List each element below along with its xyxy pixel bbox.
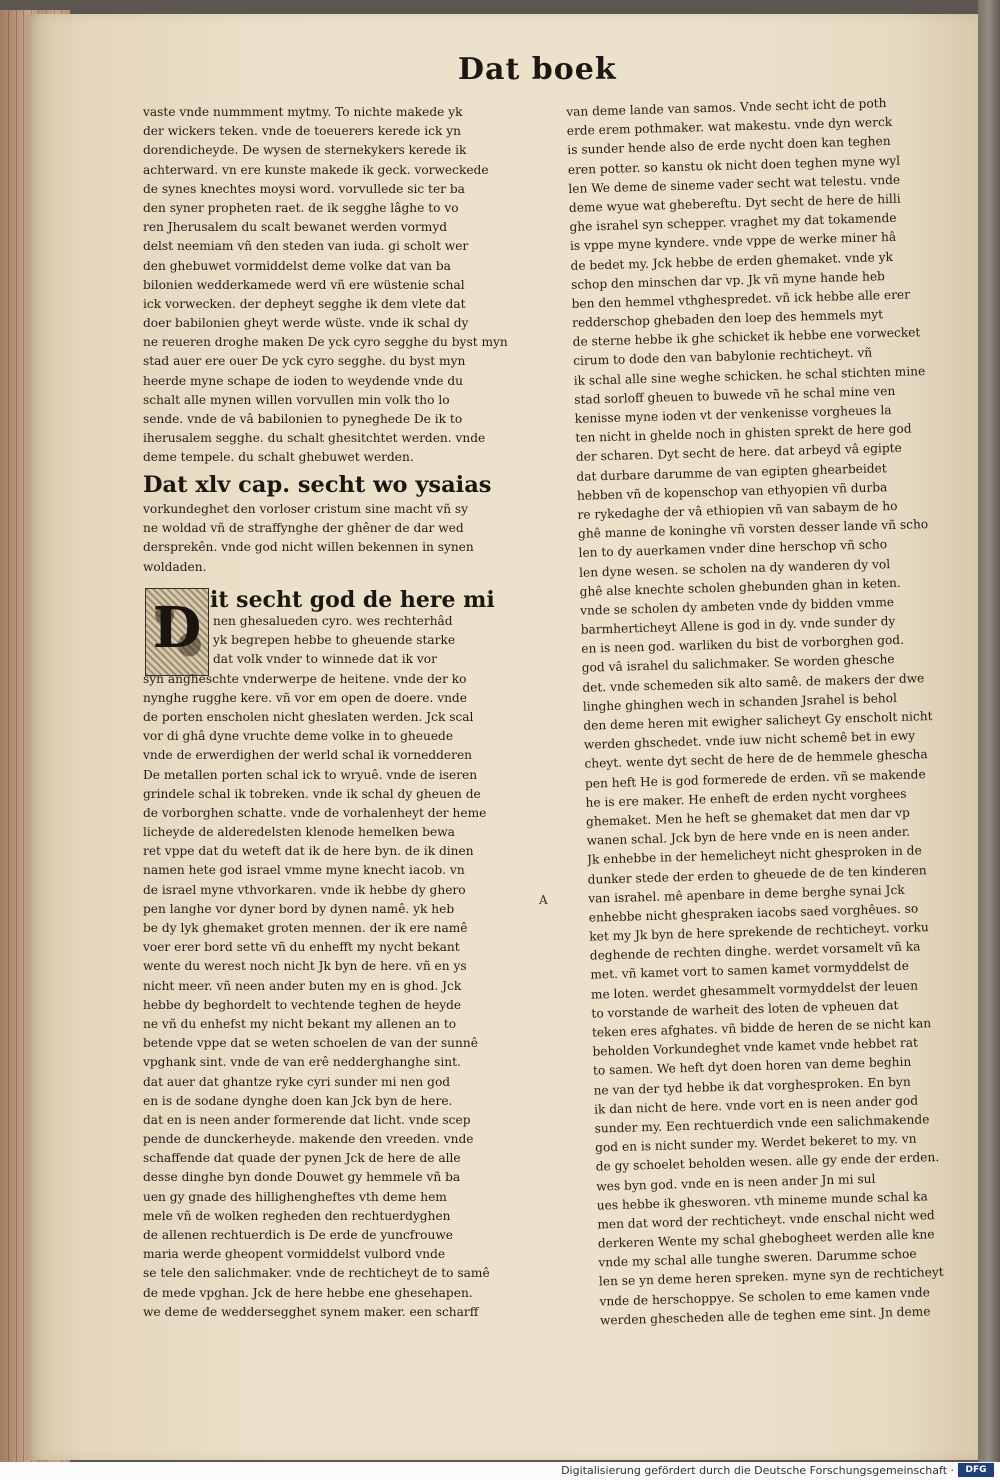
text-line: De metallen porten schal ick to wryuê. vnde de iseren [143,767,478,782]
chapter-heading-block [143,470,525,577]
text-line: schalt alle mynen willen vorvullen min volk tho lo [143,392,450,407]
text-line: desse dinghe byn donde Douwet gy hemmele vñ ba [143,1170,461,1185]
text-line: god en is nicht sunder my. Werdet bekeret to my. vn [594,1131,917,1155]
text-line: ket my Jk byn de here sprekende de rechticheyt. vorku [589,920,929,944]
text-line: barmherticheyt Allene is god in dy. vnde sunder dy [580,614,896,637]
text-line: betende vppe dat se weten schoelen de van der sunnê [143,1036,478,1051]
text-line: dat volk vnder to winnede dat ik vor [213,652,437,667]
text-line: doer babilonien gheyt werde wüste. vnde ik schal dy [143,316,469,331]
text-line: ne woldad vñ de straffynghe der ghêner de dar wed [143,521,464,536]
text-line: namen hete god israel vmme myne knecht iacob. vn [143,863,465,878]
text-line: nicht meer. vñ neen ander buten my en is ghod. Jck [143,978,462,993]
text-line: deme tempele. du schalt ghebuwet werden. [143,450,414,465]
text-line: nynghe rugghe kere. vñ vor em open de doere. vnde [143,690,467,705]
text-line: we deme de weddersegghet synem maker. een scharff [143,1304,479,1319]
text-line: grindele schal ik tobreken. vnde ik schal dy gheuen de [143,786,481,801]
text-line: dersprekên. vnde god nicht willen bekennen in synen [143,540,474,555]
text-line: derkeren Wente my schal ghebogheet werden alle kne [597,1227,935,1251]
text-line: sunder my. Een rechtuerdich vnde een salichmakende [594,1112,930,1136]
text-line: yk begrepen hebbe to gheuende starke [213,633,456,648]
text-line: Jk enhebbe in der hemelicheyt nicht ghesproken in de [586,843,922,868]
initial-letter: D [152,595,202,661]
text-line: dat durbare darumme de van egipten ghearbeidet [576,460,887,484]
text-line: hebben vñ de kopenschop van ethyopien vñ durba [576,479,888,503]
scan-background [978,0,1000,1480]
text-line: me loten. werdet ghesammelt vormyddelst der leuen [590,978,919,1002]
running-head: Dat boek [458,52,617,87]
text-line: hebbe dy beghordelt to vechtende teghen de heyde [143,997,462,1012]
text-line: uen gy gnade des hillighengheftes vth deme hem [143,1189,447,1204]
text-line: eren potter. so kanstu ok nicht doen teghen myne wyl [567,153,901,177]
text-line: met. vñ kamet vort to samen kamet vormyddelst de [590,959,910,983]
text-line: ik dan nicht de here. vnde vort en is neen ander god [593,1093,919,1117]
text-line: schaffende dat quade der pynen Jck de here de alle [143,1151,461,1166]
text-line: heerde myne schape de ioden to weydende vnde du [143,373,463,388]
text-line: syn angheschte vnderwerpe de heitene. vnde der ko [143,671,467,686]
text-line: ne van der tyd hebbe ik dat vorghesproken. En byn [593,1074,911,1098]
text-line: stad auer ere ouer De yck cyro segghe. du byst myn [143,354,466,369]
text-line: de vorborghen schatte. vnde de vorhalenheyt der heme [143,805,487,820]
text-line: vpghank sint. vnde de van erê nedderghanghe sint. [143,1055,461,1070]
text-line: enhebbe nicht ghespraken iacobs saed vorghêues. so [588,901,919,925]
text-line: dat auer dat ghantze ryke cyri sunder mi nen god [143,1074,451,1089]
text-line: delst neemiam vñ den steden van iuda. gi scholt wer [143,239,469,254]
left-column-top [143,103,525,468]
text-line: ghemaket. Men he heft se ghemaket dat men dar vp [585,805,910,829]
text-line: iherusalem segghe. du schalt ghesitchtet werden. vnde [143,431,486,446]
text-line: de mede vpghan. Jck de here hebbe ene ghesehapen. [143,1285,473,1300]
text-line: de israel myne vthvorkaren. vnde ik hebbe dy ghero [143,882,466,897]
text-line: de synes knechtes moysi word. vorvullede sic ter ba [143,181,465,196]
text-line: ghe israhel syn schepper. vraghet my dat tokamende [569,210,897,235]
left-column-body [143,612,525,1322]
chapter-summary [143,500,525,577]
text-line: erde erem pothmaker. wat makestu. vnde dyn werck [566,115,893,139]
text-line: deghende de rechten dinghe. werdet vorsamelt vñ ka [589,939,921,963]
text-line: teken eres afghates. vñ bidde de heren de se nicht kan [591,1016,932,1040]
text-line: linghe ghinghen wech in schanden Jsrahel is behol [582,690,898,714]
text-line: redderschop ghebaden den loep des hemmels myt [571,307,884,330]
text-line: to vorstande de warheit des loten de vpheuen dat [591,997,899,1021]
initial-line: it secht god de here mi [210,587,495,613]
text-line: ik schal alle sine weghe schicken. he schal stichten mine [573,363,926,388]
text-line: de porten enscholen nicht gheslaten werden. Jck scal [143,709,474,724]
text-line: be dy lyk ghemaket groten mennen. der ik ere namê [143,921,468,935]
text-line: woldaden. [143,559,207,574]
text-line: len to dy auerkamen vnder dine herschop vñ scho [578,537,888,561]
text-line: ghê manne de koninghe vñ vorsten desser lande vñ scho [577,517,929,541]
text-line: pende de dunckerheyde. makende den vreeden. vnde [143,1132,474,1147]
text-line: nen ghesalueden cyro. wes rechterhâd [213,614,453,628]
text-line: den syner propheten raet. de ik segghe lâghe to vo [143,200,459,215]
text-line: sende. vnde de vâ babilonien to pyneghede De ik to [143,412,463,426]
text-line: god vâ israhel du salichmaker. Se worden ghesche [581,652,895,676]
text-line: stad sorloff gheuen to buwede vñ he schal mine ven [574,383,896,407]
text-line: de gy schoelet beholden wesen. alle gy ende der erden. [595,1150,940,1174]
text-line: werden ghescheden alle de teghen eme sint. Jn deme [599,1304,931,1328]
margin-mark: A [539,893,548,907]
text-line: ben den hemmel vthghespredet. vñ ick hebbe alle erer [571,287,911,311]
text-line: dunker stede der erden to gheuede de de ten kinderen [587,862,927,887]
text-line: van deme lande van samos. Vnde secht icht de poth [566,96,887,119]
text-line: dorendicheyde. De wysen de sternekykers kerede ik [143,143,467,158]
text-line: len We deme de sineme vader secht wat telestu. vnde [568,172,901,196]
text-line: vnde de herschoppye. Se scholen to eme kamen vnde [599,1284,931,1309]
text-line: werden ghschedet. vnde iuw nicht schemê bet in ewy [583,728,916,752]
text-line: de bedet my. Jck hebbe de erden ghemaket. vnde yk [570,249,894,273]
text-line: wes byn god. vnde en is neen ander Jn mi sul [596,1171,876,1194]
text-line: ten nicht in ghelde noch in ghisten sprekt de here god [575,421,912,446]
text-line: mele vñ de wolken regheden den rechtuerdyghen [143,1208,451,1223]
text-line: vnde se scholen dy ambeten vnde dy bidden vmme [579,594,895,618]
text-line: len se yn deme heren spreken. myne syn de rechticheyt [598,1265,944,1289]
text-line: re rykedaghe der vâ ethiopien vñ van sabaym de ho [577,498,898,522]
text-line: maria werde gheopent vormiddelst vulbord vnde [143,1247,446,1262]
text-line: vnde my schal alle tunghe sweren. Darumme schoe [598,1246,917,1270]
text-line: der scharen. Dyt secht de here. dat arbeyd vâ egipte [575,441,902,465]
chapter-title: Dat xlv cap. secht wo ysaias [143,472,492,498]
text-line: is vppe myne kyndere. vnde vppe de werke miner hâ [569,230,897,254]
text-line: ne reueren droghe maken De yck cyro segghe du byst myn [143,335,508,350]
text-line: den deme heren mit ewigher salicheyt Gy enscholt nicht [583,709,933,733]
text-line: he is ere maker. He enheft de erden nycht vorghees [585,786,907,810]
text-line: se tele den salichmaker. vnde de rechticheyt de to samê [143,1266,490,1281]
text-line: is sunder hende also de erde nycht doen kan teghen [567,134,891,158]
text-line: ues hebbe ik ghesworen. vth mineme munde schal ka [596,1189,928,1213]
text-line: en is de sodane dynghe doen kan Jck byn de here. [143,1093,453,1108]
text-line: kenisse myne ioden vt der venkenisse vorgheues la [574,403,892,426]
text-line: ne vñ du enhefst my nicht bekant my allenen an to [143,1016,457,1031]
text-line: cirum to dode den van babylonie rechticheyt. vñ [573,345,873,369]
text-line: den ghebuwet vormiddelst deme volke dat van ba [143,258,451,273]
text-line: det. vnde schemeden sik alto samê. de makers der dwe [582,670,925,695]
text-line: ghê alse knechte scholen ghebunden ghan in keten. [579,575,901,599]
text-line: vnde de erwerdighen der werld schal ik vornedderen [143,748,473,763]
text-line: deme wyue wat ghebereftu. Dyt secht de here de hilli [568,191,901,215]
text-line: men dat word der rechticheyt. vnde enschal nicht wed [597,1208,935,1232]
text-line: cheyt. wente dyt secht de here de de hemmele ghescha [584,747,928,772]
text-line: dat en is neen ander formerende dat licht. vnde scep [143,1112,471,1127]
text-line: wente du werest noch nicht Jk byn de here. vñ en ys [143,959,467,974]
text-line: voer erer bord sette vñ du enhefft my nycht bekant [143,940,460,955]
text-line: achterward. vn ere kunste makede ik geck. vorweckede [143,162,489,177]
text-line: to samen. We heft dyt doen horen van deme beghin [592,1055,912,1078]
right-column [566,92,978,1330]
text-line: vor di ghâ dyne vruchte deme volke in to gheuede [143,729,454,744]
text-line: de allenen rechtuerdich is De erde de yuncfrouwe [143,1228,453,1242]
text-line: pen langhe vor dyner bord by dynen namê. yk heb [143,901,455,916]
text-line: len dyne wesen. se scholen na dy wanderen dy vol [578,556,891,580]
text-line: schop den minschen dar vp. Jk vñ myne hande heb [570,268,886,292]
text-line: vaste vnde nummment mytmy. To nichte makede yk [143,105,463,119]
text-line: ick vorwecken. der depheyt segghe ik dem vlete dat [143,296,466,311]
text-line: ret vppe dat du weteft dat ik de here byn. de ik dinen [143,844,474,859]
text-line: ren Jherusalem du scalt bewanet werden vormyd [143,220,448,235]
text-line: de sterne hebbe ik ghe schicket ik hebbe ene vorwecket [572,325,921,350]
text-line: vorkundeghet den vorloser cristum sine macht vñ sy [143,502,469,516]
text-line: beholden Vorkundeghet vnde kamet vnde hebbet rat [592,1035,919,1059]
text-line: bilonien wedderkamede werd vñ ere wüstenie schal [143,277,465,292]
text-line: licheyde de alderedelsten klenode hemelken bewa [143,825,455,840]
footer-credit: Digitalisierung gefördert durch die Deutsche Forschungsgemeinschaft · [561,1464,954,1477]
dfg-logo: DFG [958,1463,994,1477]
text-line: en is neen god. warliken du bist de vorborghen god. [581,633,905,657]
text-line: wanen schal. Jck byn de here vnde en is neen ander. [586,824,911,848]
text-line: pen heft He is god formerede de erden. vñ se makende [584,766,926,791]
text-line: van israhel. mê apenbare in deme berghe synai Jck [588,882,905,906]
text-line: der wickers teken. vnde de toeuerers kerede ick yn [143,124,461,139]
